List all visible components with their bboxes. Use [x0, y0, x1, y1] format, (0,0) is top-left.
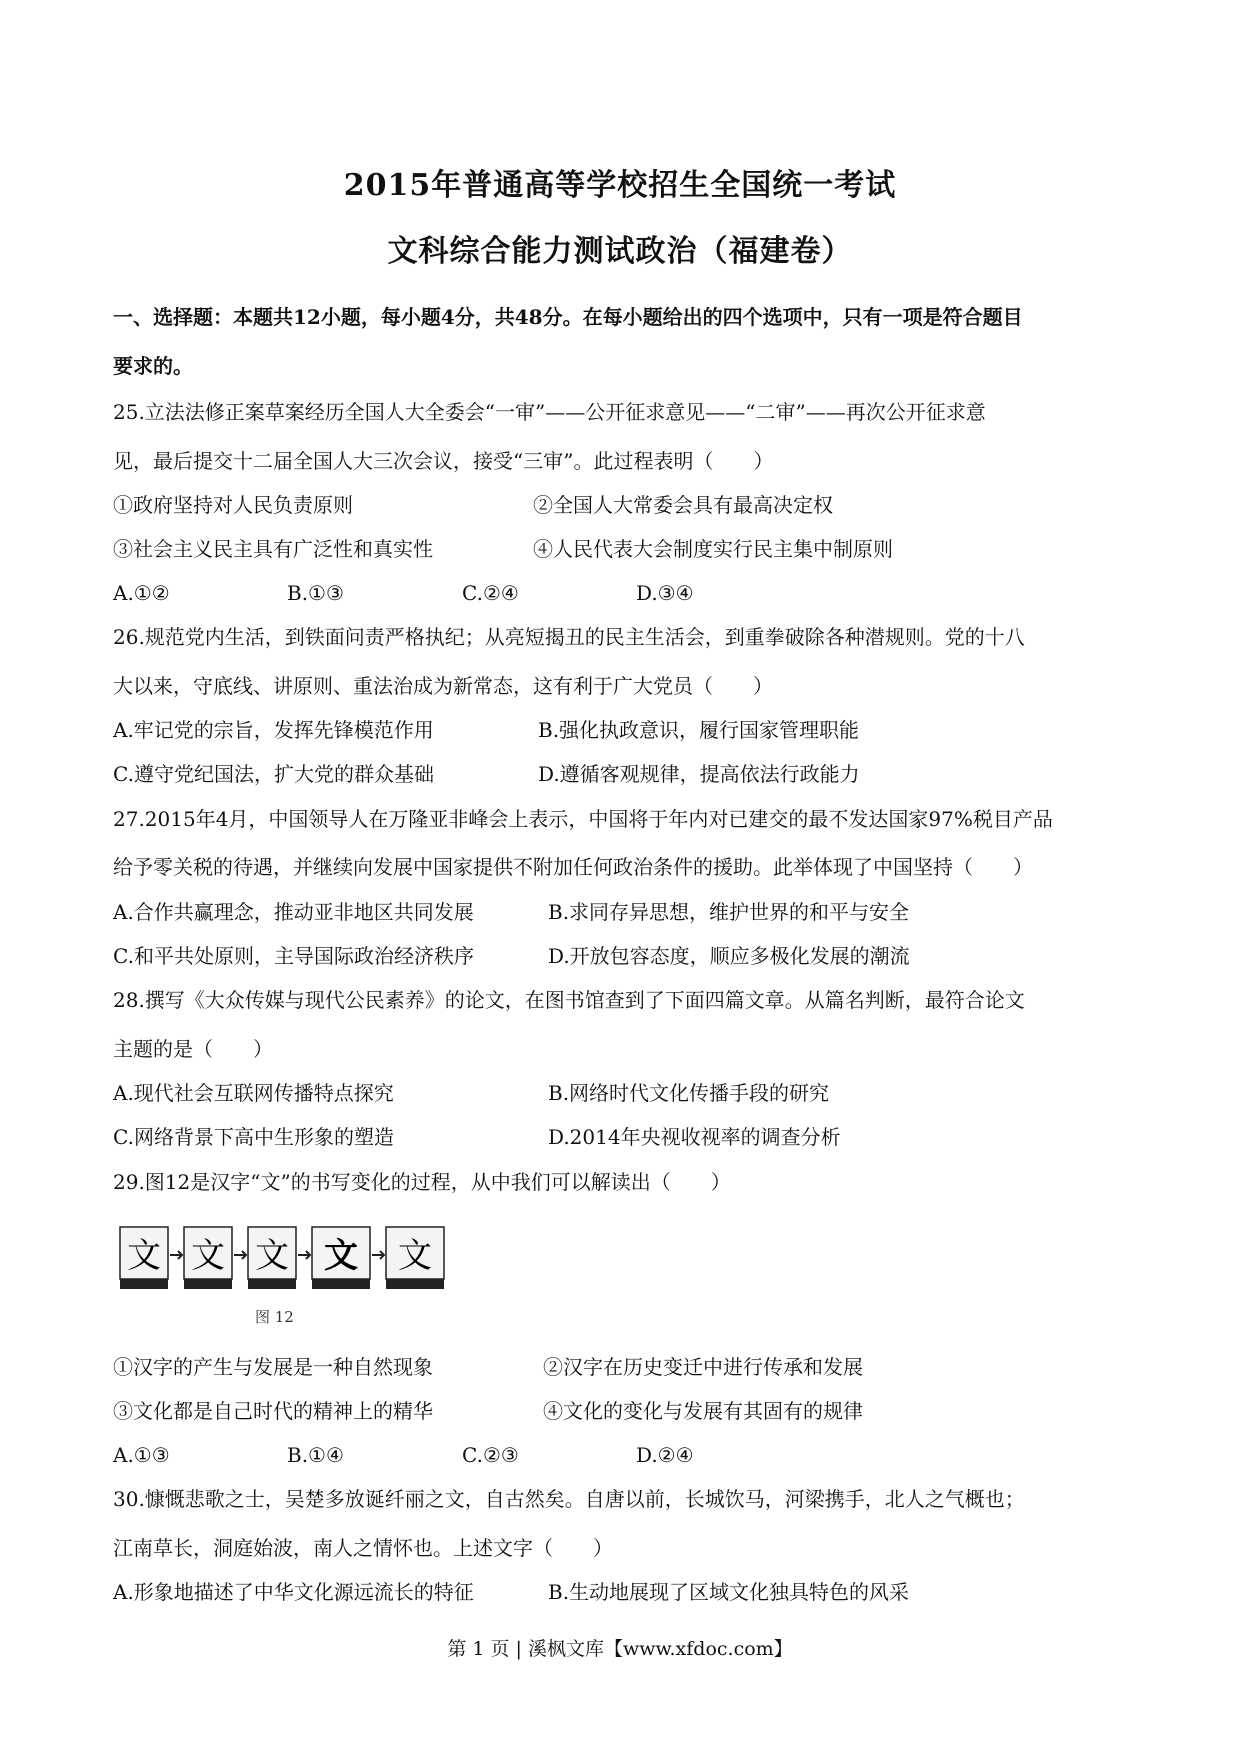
arrow-4 — [372, 1251, 384, 1259]
glyph-box-2 — [184, 1227, 232, 1289]
q29-option-a: A.①③ — [113, 1443, 170, 1467]
q25-stem-line1: 25.立法法修正案草案经历全国人大全委会“一审”——公开征求意见——“二审”——再次公开征求意 — [113, 400, 986, 424]
q28-option-d: D.2014年央视收视率的调查分析 — [548, 1125, 841, 1149]
q26-stem-line1: 26.规范党内生活，到铁面问责严格执纪；从亮短揭丑的民主生活会，到重拳破除各种潜规则。党的十八 — [113, 625, 1025, 649]
q30-option-b: B.生动地展现了区域文化独具特色的风采 — [548, 1580, 910, 1604]
q25-option-d: D.③④ — [636, 581, 694, 605]
q28-option-b: B.网络时代文化传播手段的研究 — [548, 1081, 830, 1105]
q30-stem-line1: 30.慷慨悲歌之士，吴楚多放诞纤丽之文，自古然矣。自唐以前，长城饮马，河梁携手，北人之气概也； — [113, 1487, 1025, 1511]
glyph-box-1 — [120, 1227, 168, 1289]
q25-option-a: A.①② — [113, 581, 170, 605]
q25-option-c: C.②④ — [462, 581, 519, 605]
arrow-1 — [170, 1251, 182, 1259]
glyph-2: 文 — [191, 1236, 225, 1276]
glyph-box-3 — [248, 1227, 296, 1289]
q29-option-b: B.①④ — [287, 1443, 344, 1467]
q30-option-a: A.形象地描述了中华文化源远流长的特征 — [113, 1580, 474, 1604]
section-instructions-line2: 要求的。 — [113, 354, 193, 378]
q27-stem-line2: 给予零关税的待遇，并继续向发展中国家提供不附加任何政治条件的援助。此举体现了中国坚持（ ） — [113, 855, 1033, 879]
arrow-3 — [298, 1251, 310, 1259]
page-footer: 第 1 页 | 溪枫文库【www.xfdoc.com】 — [447, 1638, 793, 1660]
q29-option-d: D.②④ — [636, 1443, 694, 1467]
q28-option-c: C.网络背景下高中生形象的塑造 — [113, 1125, 394, 1149]
glyph-box-5 — [386, 1227, 444, 1289]
q27-option-c: C.和平共处原则，主导国际政治经济秩序 — [113, 944, 474, 968]
q28-stem-line2: 主题的是（ ） — [113, 1037, 273, 1061]
q29-option-c: C.②③ — [462, 1443, 519, 1467]
q25-statement-3: ③社会主义民主具有广泛性和真实性 — [113, 537, 433, 561]
q30-stem-line2: 江南草长，洞庭始波，南人之情怀也。上述文字（ ） — [113, 1536, 613, 1560]
q27-stem-line1: 27.2015年4月，中国领导人在万隆亚非峰会上表示，中国将于年内对已建交的最不发达国家97%税目产品 — [113, 807, 1053, 831]
q26-option-b: B.强化执政意识，履行国家管理职能 — [538, 718, 860, 742]
glyph-box-4 — [312, 1227, 370, 1289]
exam-title: 2015年普通高等学校招生全国统一考试 — [343, 168, 897, 203]
q28-option-a: A.现代社会互联网传播特点探究 — [113, 1081, 394, 1105]
q25-statement-4: ④人民代表大会制度实行民主集中制原则 — [533, 537, 893, 561]
q26-option-a: A.牢记党的宗旨，发挥先锋模范作用 — [113, 718, 434, 742]
q29-statement-2: ②汉字在历史变迁中进行传承和发展 — [543, 1355, 863, 1379]
q28-stem-line1: 28.撰写《大众传媒与现代公民素养》的论文，在图书馆查到了下面四篇文章。从篇名判断，最符合论文 — [113, 988, 1025, 1012]
q29-statement-1: ①汉字的产生与发展是一种自然现象 — [113, 1355, 433, 1379]
q25-statement-1: ①政府坚持对人民负责原则 — [113, 493, 353, 517]
q29-stem-line1: 29.图12是汉字“文”的书写变化的过程，从中我们可以解读出（ ） — [113, 1170, 731, 1194]
figure-12-character-evolution — [118, 1225, 448, 1295]
q25-option-b: B.①③ — [287, 581, 344, 605]
glyph-1: 文 — [127, 1236, 161, 1276]
q26-option-c: C.遵守党纪国法，扩大党的群众基础 — [113, 762, 434, 786]
arrow-2 — [234, 1251, 246, 1259]
q29-statement-4: ④文化的变化与发展有其固有的规律 — [543, 1399, 863, 1423]
glyph-4: 文 — [324, 1236, 358, 1276]
section-instructions-line1: 一、选择题：本题共12小题，每小题4分，共48分。在每小题给出的四个选项中，只有一项是符合题目 — [113, 305, 1023, 329]
q25-statement-2: ②全国人大常委会具有最高决定权 — [533, 493, 833, 517]
exam-subtitle: 文科综合能力测试政治（福建卷） — [387, 234, 853, 269]
q27-option-b: B.求同存异思想，维护世界的和平与安全 — [548, 900, 910, 924]
glyph-5: 文 — [398, 1236, 432, 1276]
q29-statement-3: ③文化都是自己时代的精神上的精华 — [113, 1399, 433, 1423]
figure-12-caption: 图 12 — [255, 1308, 294, 1326]
q26-option-d: D.遵循客观规律，提高依法行政能力 — [538, 762, 860, 786]
q27-option-a: A.合作共赢理念，推动亚非地区共同发展 — [113, 900, 474, 924]
glyph-3: 文 — [255, 1236, 289, 1276]
q25-stem-line2: 见，最后提交十二届全国人大三次会议，接受“三审”。此过程表明（ ） — [113, 449, 774, 473]
q26-stem-line2: 大以来，守底线、讲原则、重法治成为新常态，这有利于广大党员（ ） — [113, 674, 773, 698]
q27-option-d: D.开放包容态度，顺应多极化发展的潮流 — [548, 944, 910, 968]
